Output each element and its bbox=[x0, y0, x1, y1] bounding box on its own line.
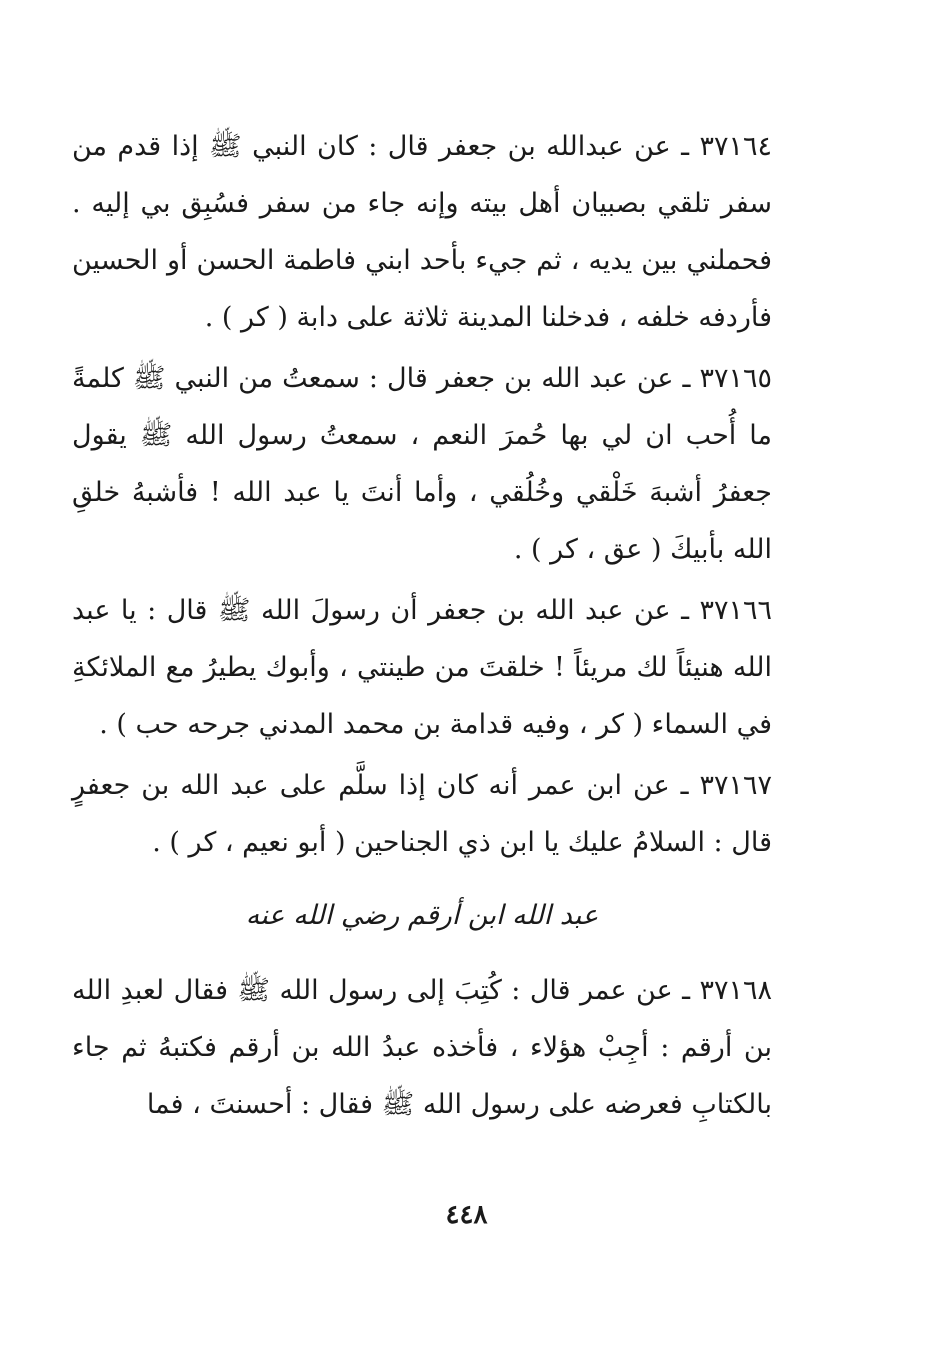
entry-text: عن ابن عمر أنه كان إذا سلَّم على عبد الله بن جعفرٍ قال : السلامُ عليك يا ابن ذي الجناحين ( أبو نعيم ، كر ) . bbox=[72, 770, 772, 858]
hadith-entry bbox=[72, 350, 772, 578]
entry-number: ٣٧١٦٤ bbox=[699, 131, 772, 162]
entry-text: عن عبد الله بن جعفر قال : سمعتُ من النبي ﷺ كلمةً ما أُحب ان لي بها حُمرَ النعم ، سمعتُ رسول الله ﷺ يقول جعفرُ أشبهَ خَلْقي وخُلُقي ، وأما أنتَ يا عبد الله ! فأشبهُ خلقِ الله بأبيكَ ( عق ، كر ) . bbox=[72, 363, 772, 565]
section-heading: عبد الله ابن أرقم رضي الله عنه bbox=[245, 900, 599, 931]
hadith-entry bbox=[72, 118, 772, 346]
hadith-entry bbox=[72, 757, 772, 871]
entry-separator: ـ bbox=[672, 975, 700, 1006]
page-number: ٤٤٨ bbox=[445, 1200, 488, 1230]
entry-separator: ـ bbox=[670, 595, 700, 626]
hadith-entry bbox=[72, 962, 772, 1133]
entry-separator: ـ bbox=[670, 131, 700, 162]
entry-number: ٣٧١٦٨ bbox=[699, 975, 773, 1006]
document-page bbox=[72, 118, 772, 1133]
hadith-entry bbox=[72, 582, 772, 753]
entry-number: ٣٧١٦٦ bbox=[699, 595, 773, 626]
entry-separator: ـ bbox=[673, 363, 700, 394]
entry-text: عن عبدالله بن جعفر قال : كان النبي ﷺ إذا قدم من سفر تلقي بصبيان أهل بيته وإنه جاء من سفر فسُبِق بي إليه . فحملني بين يديه ، ثم جيء بأحد ابني فاطمة الحسن أو الحسين فأردفه خلفه ، فدخلنا المدينة ثلاثة على دابة ( كر ) . bbox=[72, 131, 772, 333]
entry-number: ٣٧١٦٧ bbox=[699, 770, 773, 801]
entry-text: عن عبد الله بن جعفر أن رسولَ الله ﷺ قال : يا عبد الله هنيئاً لك مريئاً ! خلقتَ من طينتي ، وأبوك يطيرُ مع الملائكةِ في السماء ( كر ، وفيه قدامة بن محمد المدني جرحه حب ) . bbox=[72, 595, 772, 740]
entry-separator: ـ bbox=[669, 770, 700, 801]
entry-number: ٣٧١٦٥ bbox=[699, 363, 772, 394]
entry-text: عن عمر قال : كُتِبَ إلى رسول الله ﷺ فقال لعبدِ الله بن أرقم : أجِبْ هؤلاء ، فأخذه عبدُ الله بن أرقم فكتبهُ ثم جاء بالكتابِ فعرضه على رسول الله ﷺ فقال : أحسنتَ ، فما bbox=[72, 975, 772, 1120]
